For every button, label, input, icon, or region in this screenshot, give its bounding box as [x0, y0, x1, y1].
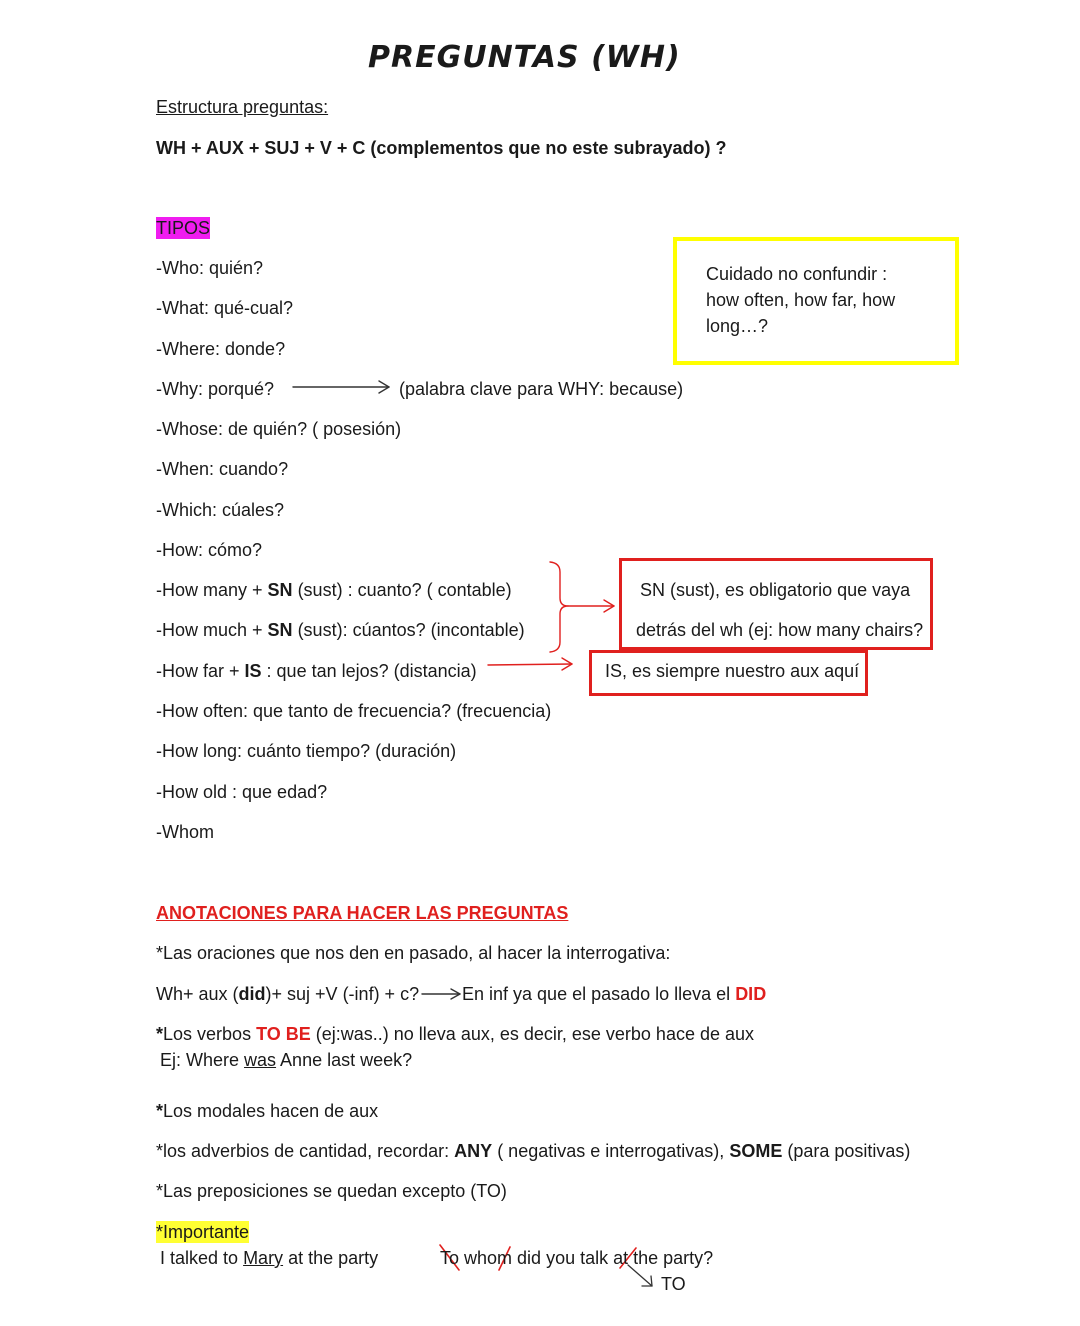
adverbios-mid: ( negativas e interrogativas),: [492, 1141, 730, 1161]
how-many-pre: -How many +: [156, 580, 268, 600]
tipo-which: -Which: cúales?: [156, 500, 285, 520]
sn-callout-line-2: detrás del wh (ej: how many chairs?: [636, 620, 924, 640]
anotaciones-heading: ANOTACIONES PARA HACER LAS PREGUNTAS: [156, 903, 569, 923]
is-callout-text: IS, es siempre nuestro aux aquí: [605, 661, 860, 681]
example-left: [160, 1247, 378, 1269]
tipo-who: -Who: quién?: [156, 258, 264, 278]
example-left-post: at the party: [283, 1248, 379, 1268]
past-formula-post: )+ suj +V (-inf) + c?: [265, 984, 420, 1004]
how-much-pre: -How much +: [156, 620, 268, 640]
example-right-whom: whom: [464, 1248, 513, 1268]
structure-heading: Estructura preguntas:: [156, 97, 329, 117]
example-left-mary: Mary: [243, 1248, 284, 1268]
tobe-note: [156, 1023, 754, 1045]
how-far-pre: -How far +: [156, 661, 245, 681]
example-right-mid: did you talk: [512, 1248, 614, 1268]
yellow-callout-line-1: Cuidado no confundir :: [706, 264, 888, 284]
example-right-at: at: [613, 1248, 629, 1268]
tipo-how: -How: cómo?: [156, 540, 263, 560]
modales-text: Los modales hacen de aux: [163, 1101, 379, 1121]
tobe-red: TO BE: [256, 1024, 311, 1044]
example-right-to: To: [440, 1248, 460, 1268]
tipo-what: -What: qué-cual?: [156, 298, 294, 318]
yellow-callout-line-2: how often, how far, how: [706, 290, 896, 310]
adverbios-pre: *los adverbios de cantidad, recordar:: [156, 1141, 455, 1161]
modales-star: *: [156, 1101, 164, 1121]
why-note: (palabra clave para WHY: because): [399, 379, 684, 399]
example-left-pre: I talked to: [160, 1248, 244, 1268]
past-formula-pre: Wh+ aux (: [156, 984, 239, 1004]
tobe-example: [160, 1049, 412, 1071]
tipo-when: -When: cuando?: [156, 459, 289, 479]
tipo-why: -Why: porqué?: [156, 379, 275, 399]
page-title: PREGUNTAS (WH): [368, 40, 681, 75]
tipo-whom: -Whom: [156, 822, 214, 842]
how-many-post: (sust) : cuanto? ( contable): [292, 580, 512, 600]
past-note-pre: En inf ya que el pasado lo lleva el: [462, 984, 736, 1004]
tobe-post: (ej:was..) no lleva aux, es decir, ese verbo hace de aux: [310, 1024, 755, 1044]
past-formula: [156, 983, 419, 1005]
tobe-pre: Los verbos: [163, 1024, 257, 1044]
past-note-did: DID: [735, 984, 767, 1004]
past-formula-did: did: [238, 984, 266, 1004]
tipos-label: TIPOS: [156, 218, 211, 238]
past-arrow-icon: [422, 989, 460, 999]
tipo-how-long: -How long: cuánto tiempo? (duración): [156, 741, 457, 761]
tobe-example-was: was: [244, 1050, 277, 1070]
modales-note: [156, 1100, 378, 1122]
adverbios-some: SOME: [729, 1141, 783, 1161]
tipo-where: -Where: donde?: [156, 339, 286, 359]
why-arrow-icon: [293, 381, 389, 393]
tobe-star: *: [156, 1024, 164, 1044]
bracket-icon: [550, 562, 614, 652]
how-far-is: IS: [244, 661, 262, 681]
preposiciones-note: *Las preposiciones se quedan excepto (TO): [156, 1181, 507, 1201]
how-much-post: (sust): cúantos? (incontable): [292, 620, 525, 640]
importante-label: *Importante: [156, 1222, 250, 1242]
tipo-whose: -Whose: de quién? ( posesión): [156, 419, 402, 439]
tipo-how-old: -How old : que edad?: [156, 782, 328, 802]
how-much-sn: SN: [267, 620, 293, 640]
how-far-post: : que tan lejos? (distancia): [261, 661, 477, 681]
how-many-sn: SN: [267, 580, 293, 600]
tobe-example-post: Anne last week?: [276, 1050, 413, 1070]
adverbios-any: ANY: [454, 1141, 493, 1161]
example-right: [440, 1247, 713, 1269]
to-note: TO: [661, 1274, 686, 1294]
example-right-post: the party?: [628, 1248, 714, 1268]
adverbios-note: [156, 1140, 910, 1162]
adverbios-post: (para positivas): [782, 1141, 911, 1161]
tobe-example-pre: Ej: Where: [160, 1050, 245, 1070]
tipo-how-often: -How often: que tanto de frecuencia? (frecuencia): [156, 701, 552, 721]
how-far-arrow-icon: [488, 658, 572, 670]
yellow-callout-line-3: long…?: [706, 316, 769, 336]
structure-formula: WH + AUX + SUJ + V + C (complementos que no este subrayado) ?: [156, 138, 727, 158]
past-intro-text: *Las oraciones que nos den en pasado, al hacer la interrogativa:: [156, 943, 671, 963]
sn-callout-line-1: SN (sust), es obligatorio que vaya: [640, 580, 911, 600]
past-intro: [156, 942, 670, 964]
past-note: [462, 983, 766, 1005]
